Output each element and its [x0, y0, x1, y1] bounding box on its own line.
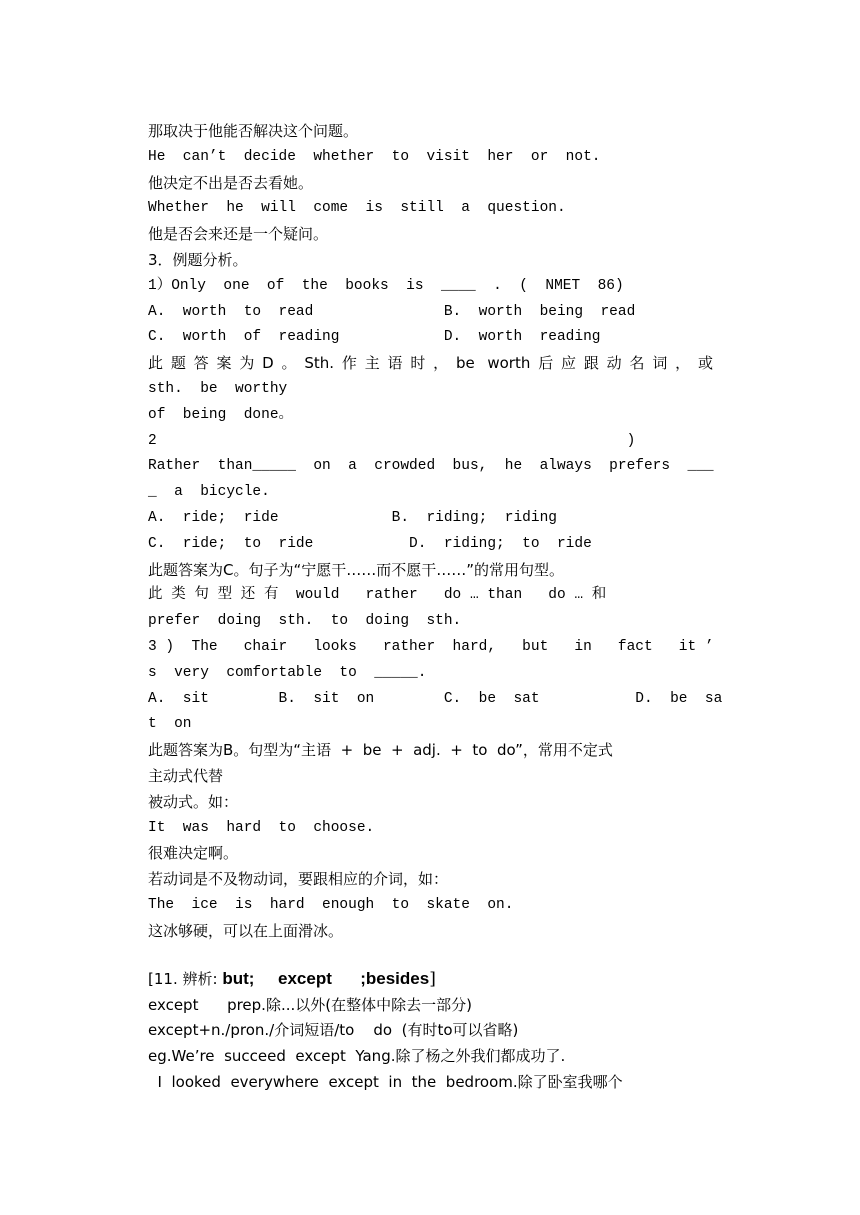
question-2-answer: 此题答案为C。句子为“宁愿干……而不愿干……”的常用句型。	[148, 560, 565, 579]
text-line: s very comfortable to _____.	[148, 664, 427, 681]
question-1: 1）Only one of the books is ____ . ( NMET 86)	[148, 277, 624, 294]
text-line: of being done。	[148, 406, 294, 423]
text-line: 他是否会来还是一个疑问。	[148, 225, 329, 244]
question-1-options-ab: A. worth to read B. worth being read	[148, 303, 636, 320]
text-line: 那取决于他能否解决这个问题。	[148, 122, 359, 140]
text-line: He can’t decide whether to visit her or not.	[148, 148, 601, 165]
text-line: 这冰够硬，可以在上面滑冰。	[148, 921, 344, 940]
question-1-answer: 此题答案为D。Sth.作主语时，be worth后应跟动名词，或	[148, 354, 713, 373]
text-line: _ a bicycle.	[148, 484, 270, 501]
question-3: 3 ) The chair looks rather hard, but in fact it ’	[148, 638, 714, 655]
text-line: 他决定不出是否去看她。	[148, 173, 314, 192]
heading-bold: but; except ;besides	[222, 968, 430, 988]
example-sentence: The ice is hard enough to skate on.	[148, 896, 514, 913]
text-line: prefer doing sth. to doing sth.	[148, 613, 462, 630]
question-2: Rather than_____ on a crowded bus, he always prefers ___	[148, 458, 714, 475]
text-line: 被动式。如：	[148, 792, 239, 811]
question-2-number: 2 )	[148, 432, 636, 449]
text-line: Whether he will come is still a question.	[148, 200, 566, 217]
document-page	[148, 119, 723, 1096]
section-heading	[148, 965, 713, 993]
text-line: 主动式代替	[148, 766, 224, 785]
question-1-options-cd: C. worth of reading D. worth reading	[148, 329, 601, 346]
heading-suffix: ]	[429, 968, 436, 989]
example-line: eg.We’re succeed except Yang.除了杨之外我们都成功了.	[148, 1047, 566, 1066]
example-sentence: It was hard to choose.	[148, 819, 375, 836]
section-title: 3．例题分析。	[148, 250, 248, 269]
text-line: 若动词是不及物动词，要跟相应的介词，如：	[148, 870, 449, 889]
example-line: I looked everywhere except in the bedroom.除了卧室我哪个	[148, 1072, 623, 1091]
question-2-options-ab: A. ride; ride B. riding; riding	[148, 509, 557, 526]
heading-prefix: [11. 辨析:	[148, 969, 223, 988]
usage-line: except+n./pron./介词短语/to do (有时to可以省略)	[148, 1021, 519, 1040]
definition-line: except prep.除...以外(在整体中除去一部分)	[148, 995, 472, 1014]
text-line: t on	[148, 716, 192, 733]
question-3-options: A. sit B. sit on C. be sat D. be sa	[148, 690, 723, 707]
text-line: sth. be worthy	[148, 380, 288, 397]
text-line: 此 类 句 型 还 有 would rather do … than do … 和	[148, 587, 607, 604]
text-line: 很难决定啊。	[148, 844, 239, 863]
question-3-answer: 此题答案为B。句型为“主语 + be + adj. + to do”，常用不定式	[148, 741, 613, 760]
question-2-options-cd: C. ride; to ride D. riding; to ride	[148, 535, 592, 552]
